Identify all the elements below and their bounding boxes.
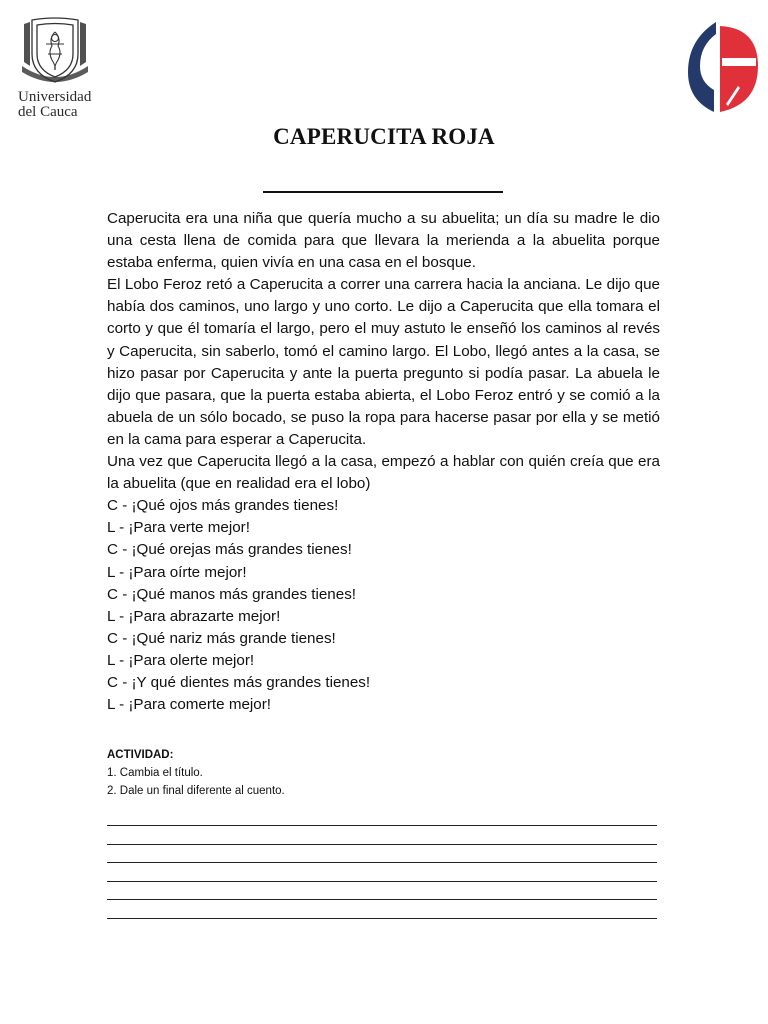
dialogue-line: C - ¡Y qué dientes más grandes tienes! [107, 673, 371, 691]
document-title: CAPERUCITA ROJA [273, 124, 495, 149]
dialogue-line: C - ¡Qué manos más grandes tienes! [107, 585, 357, 603]
answer-line[interactable] [107, 862, 657, 863]
dialogue-line: L - ¡Para abrazarte mejor! [107, 607, 281, 625]
title-underline [263, 191, 503, 193]
university-name-line1: Universidad [18, 89, 92, 105]
story-paragraph: Caperucita era una niña que quería mucho a su abuelita; un día su madre le dio una cesta llena de comida para que llevara la merienda a la abuelita porque estaba enferma, quien vivía en una casa en el bosque. [107, 210, 660, 272]
dialogue-line: L - ¡Para oírte mejor! [107, 563, 247, 581]
answer-line[interactable] [107, 899, 657, 900]
activity-section [107, 746, 660, 800]
university-logo [18, 14, 98, 120]
dialogue-line: C - ¡Qué orejas más grandes tienes! [107, 541, 352, 559]
answer-line[interactable] [107, 844, 657, 845]
university-name-line2: del Cauca [18, 104, 78, 120]
dialogue-line: C - ¡Qué nariz más grande tienes! [107, 629, 336, 647]
story-paragraph: Una vez que Caperucita llegó a la casa, empezó a hablar con quién creía que era la abuelita (que en realidad era el lobo) [107, 453, 660, 493]
dialogue-line: L - ¡Para olerte mejor! [107, 651, 255, 669]
story-body [107, 208, 660, 716]
activity-item: 2. Dale un final diferente al cuento. [107, 785, 285, 797]
dialogue-line: C - ¡Qué ojos más grandes tienes! [107, 497, 339, 515]
answer-line[interactable] [107, 825, 657, 826]
institution-logo-icon [686, 20, 760, 114]
answer-lines [107, 825, 657, 936]
university-name [18, 90, 98, 120]
university-crest-icon [18, 14, 92, 86]
story-paragraph: El Lobo Feroz retó a Caperucita a correr una carrera hacia la anciana. Le dijo que había dos caminos, uno largo y uno corto. Le dijo a Caperucita que ella tomara el corto y que él tomaría el largo, pero el muy astuto le enseñó los caminos al revés y Caperucita, sin saberlo, tomó el camino largo. El Lobo, llegó antes a la casa, se hizo pasar por Caperucita y ante la puerta pregunto si podía pasar. La abuela le dijo que pasara, que la puerta estaba abierta, el Lobo Feroz entró y se comió a la abuela de un sólo bocado, se puso la ropa para hacerse pasar por ella y se metió en la cama para esperar a Caperucita. [107, 276, 660, 448]
answer-line[interactable] [107, 918, 657, 919]
dialogue-list [107, 495, 660, 716]
activity-item: 1. Cambia el título. [107, 767, 203, 779]
dialogue-line: L - ¡Para comerte mejor! [107, 696, 272, 714]
dialogue-line: L - ¡Para verte mejor! [107, 519, 250, 537]
answer-line[interactable] [107, 881, 657, 882]
activity-title: ACTIVIDAD: [107, 749, 174, 761]
